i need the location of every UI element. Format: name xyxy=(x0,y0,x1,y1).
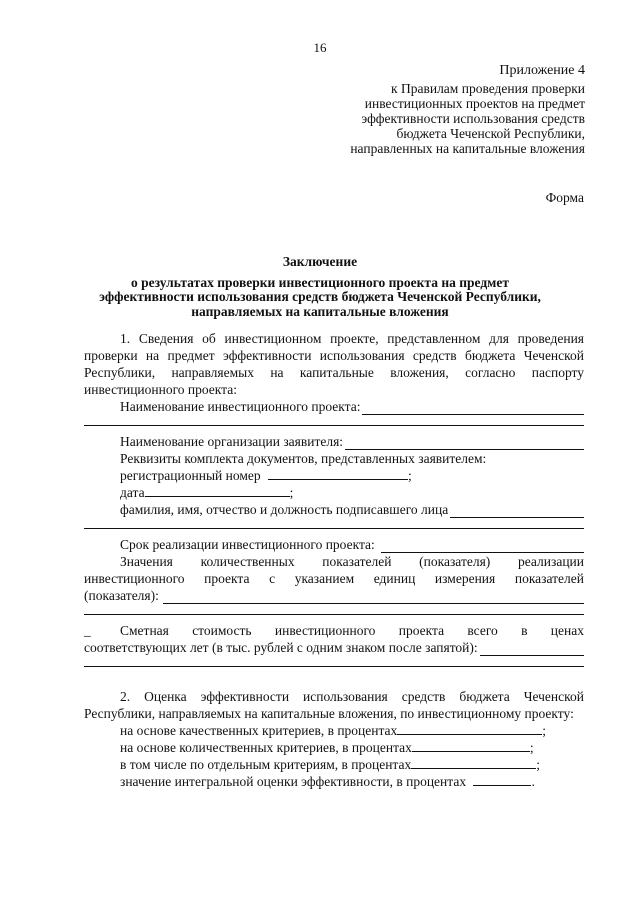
period: . xyxy=(531,774,535,789)
project-name-row xyxy=(84,398,584,415)
document-body xyxy=(84,330,584,790)
dash-mark: _ xyxy=(84,623,91,638)
annex-line: к Правилам проведения проверки xyxy=(391,81,585,96)
docs-label: Реквизиты комплекта документов, представленных заявителем: xyxy=(120,451,487,466)
form-label: Форма xyxy=(545,190,584,205)
separate-row xyxy=(84,756,584,773)
date-field[interactable] xyxy=(145,484,290,497)
qualitative-label: на основе качественных критериев, в процентах xyxy=(120,723,398,738)
document-subtitle-line: эффективности использования средств бюджета Чеченской Республики, xyxy=(99,289,541,304)
document-title: Заключение xyxy=(282,254,358,269)
annex-title: Приложение 4 xyxy=(499,63,585,78)
semicolon: ; xyxy=(529,740,534,755)
project-name-field-continuation[interactable] xyxy=(84,415,584,426)
project-name-label: Наименование инвестиционного проекта: xyxy=(120,399,361,414)
document-subtitle-line: о результатах проверки инвестиционного проекта на предмет xyxy=(131,274,509,290)
integral-row xyxy=(84,773,584,790)
signer-field[interactable] xyxy=(450,504,584,518)
reg-number-row xyxy=(84,467,584,484)
signer-field-continuation[interactable] xyxy=(84,518,584,529)
annex-line: инвестиционных проектов на предмет xyxy=(364,96,585,111)
quantitative-label: на основе количественных критериев, в процентах xyxy=(120,740,412,755)
page-number: 16 xyxy=(313,40,327,55)
cost-line-1: Сметная стоимость инвестиционного проекта всего в ценах xyxy=(120,623,584,638)
cost-label: соответствующих лет (в тыс. рублей с одним знаком после запятой): xyxy=(84,640,478,655)
annex-line: эффективности использования средств xyxy=(361,111,585,126)
section1-intro: 1. Сведения об инвестиционном проекте, представленном для проведения проверки на предмет эффективности использования средств бюджета Чеченской Республики, направляемых на капитальные вложения, согласно паспорту инвестиционного проекта: xyxy=(84,331,584,397)
term-field[interactable] xyxy=(381,539,584,553)
annex-line: бюджета Чеченской Республики, xyxy=(396,126,585,141)
indicators-label: (показателя): xyxy=(84,588,159,603)
cost-field[interactable] xyxy=(480,642,584,656)
integral-field[interactable] xyxy=(473,773,531,786)
date-label: дата xyxy=(120,485,145,500)
annex-block xyxy=(350,63,585,156)
semicolon: ; xyxy=(542,723,547,738)
org-name-label: Наименование организации заявителя: xyxy=(120,434,344,449)
cost-row-1 xyxy=(84,622,584,639)
indicators-field[interactable] xyxy=(163,590,584,604)
quantitative-row xyxy=(84,739,584,756)
document-subtitle-line: направляемых на капитальные вложения xyxy=(191,303,449,319)
cost-row-2 xyxy=(84,639,584,656)
semicolon: ; xyxy=(536,757,540,772)
integral-label: значение интегральной оценки эффективности, в процентах xyxy=(120,774,467,789)
quantitative-field[interactable] xyxy=(412,739,530,752)
separate-field[interactable] xyxy=(411,756,536,769)
signer-row xyxy=(84,501,584,518)
term-label: Срок реализации инвестиционного проекта: xyxy=(120,537,375,552)
term-row xyxy=(84,536,584,553)
reg-number-label: регистрационный номер xyxy=(120,468,261,483)
semicolon: ; xyxy=(289,485,294,500)
annex-line: направленных на капитальные вложения xyxy=(350,141,585,156)
section2-intro: 2. Оценка эффективности использования средств бюджета Чеченской Республики, направляемых на капитальные вложения, по инвестиционному проекту: xyxy=(84,689,584,721)
reg-number-field[interactable] xyxy=(268,467,408,480)
cost-field-continuation[interactable] xyxy=(84,656,584,667)
document-heading xyxy=(60,255,580,319)
date-row xyxy=(84,484,584,501)
semicolon: ; xyxy=(408,468,412,483)
org-name-field[interactable] xyxy=(345,436,584,450)
org-name-row xyxy=(84,433,584,450)
separate-label: в том числе по отдельным критериям, в процентах xyxy=(120,757,412,772)
indicators-line-2: инвестиционного проекта с указанием единиц измерения показателей xyxy=(84,571,584,586)
project-name-field[interactable] xyxy=(362,401,584,415)
indicators-field-continuation[interactable] xyxy=(84,604,584,615)
qualitative-row xyxy=(84,722,584,739)
indicators-line-1: Значения количественных показателей (показателя) реализации xyxy=(120,554,584,569)
qualitative-field[interactable] xyxy=(397,722,542,735)
signer-label: фамилия, имя, отчество и должность подписавшего лица xyxy=(120,502,449,517)
indicators-row xyxy=(84,587,584,604)
